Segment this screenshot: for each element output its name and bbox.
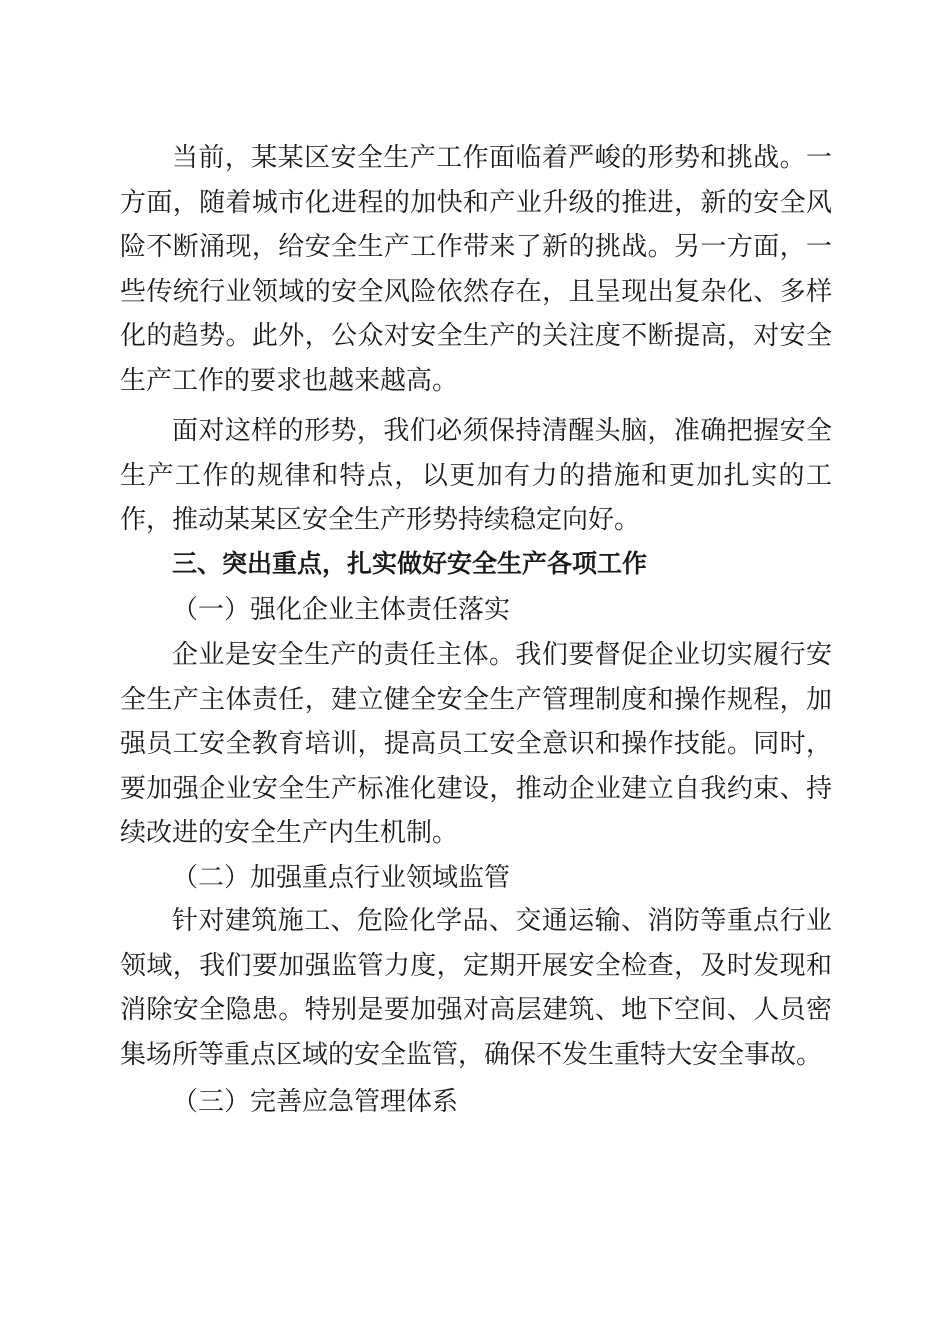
subsection-heading-1: （一）强化企业主体责任落实 bbox=[172, 595, 511, 625]
body-paragraph-response bbox=[120, 409, 832, 543]
paragraph-text: 针对建筑施工、危险化学品、交通运输、消防等重点行业领域，我们要加强监管力度，定期开展安全检查，及时发现和消除安全隐患。特别是要加强对高层建筑、地下空间、人员密集场所等重点区域的安全监管，确保不发生重特大安全事故。 bbox=[120, 906, 832, 1070]
subsection-heading-2: （二）加强重点行业领域监管 bbox=[172, 863, 511, 893]
paragraph-text: 企业是安全生产的责任主体。我们要督促企业切实履行安全生产主体责任，建立健全安全生产管理制度和操作规程，加强员工安全教育培训，提高员工安全意识和操作技能。同时，要加强企业安全生产标准化建设，推动企业建立自我约束、持续改进的安全生产内生机制。 bbox=[120, 640, 832, 848]
section-heading-3: 三、突出重点，扎实做好安全生产各项工作 bbox=[172, 549, 648, 578]
body-paragraph-situation bbox=[120, 136, 832, 403]
paragraph-text: 面对这样的形势，我们必须保持清醒头脑，准确把握安全生产工作的规律和特点，以更加有力的措施和更加扎实的工作，推动某某区安全生产形势持续稳定向好。 bbox=[120, 416, 832, 535]
body-paragraph-supervision bbox=[120, 899, 832, 1077]
body-paragraph-enterprise bbox=[120, 633, 832, 856]
paragraph-text: 当前，某某区安全生产工作面临着严峻的形势和挑战。一方面，随着城市化进程的加快和产业升级的推进，新的安全风险不断涌现，给安全生产工作带来了新的挑战。另一方面，一些传统行业领域的安全风险依然存在，且呈现出复杂化、多样化的趋势。此外，公众对安全生产的关注度不断提高，对安全生产工作的要求也越来越高。 bbox=[120, 143, 832, 396]
subsection-heading-3: （三）完善应急管理体系 bbox=[172, 1087, 459, 1117]
